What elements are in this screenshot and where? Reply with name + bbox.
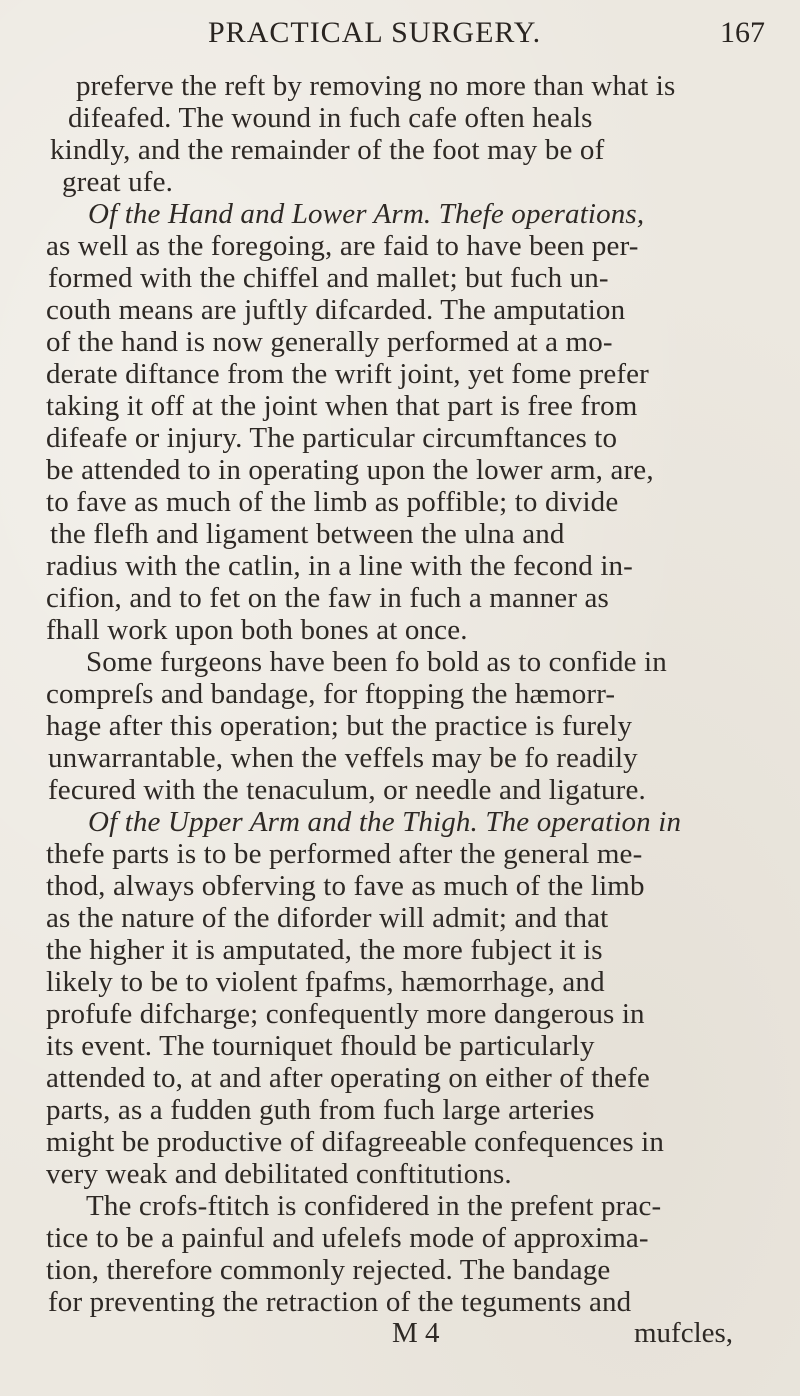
- text-line: very weak and debilitated conftitutions.: [46, 1158, 512, 1190]
- text-line: thod, always obferving to fave as much of the limb: [46, 870, 645, 902]
- section-heading-line: Of the Upper Arm and the Thigh. The operation in: [88, 806, 682, 838]
- text-line: cifion, and to fet on the faw in fuch a manner as: [46, 582, 609, 614]
- text-line: The crofs-ftitch is confidered in the prefent prac-: [86, 1190, 662, 1222]
- signature-mark: M 4: [392, 1317, 440, 1349]
- text-line: difeafed. The wound in fuch cafe often heals: [68, 102, 593, 134]
- text-line: be attended to in operating upon the lower arm, are,: [46, 454, 654, 486]
- text-line: fecured with the tenaculum, or needle and ligature.: [48, 774, 646, 806]
- text-line: for preventing the retraction of the teguments and: [48, 1286, 632, 1318]
- running-head: [0, 12, 800, 52]
- catchword: mufcles,: [634, 1317, 734, 1349]
- text-line: profufe difcharge; confequently more dangerous in: [46, 998, 645, 1030]
- text-line: taking it off at the joint when that part is free from: [46, 390, 638, 422]
- text-line: of the hand is now generally performed at a mo-: [46, 326, 613, 358]
- text-line: formed with the chiffel and mallet; but fuch un-: [48, 262, 609, 294]
- text-line: its event. The tourniquet fhould be particularly: [46, 1030, 595, 1062]
- text-line: radius with the catlin, in a line with the fecond in-: [46, 550, 633, 582]
- text-line: likely to be to violent fpafms, hæmorrhage, and: [46, 966, 605, 998]
- text-line: fhall work upon both bones at once.: [46, 614, 468, 646]
- text-line: great ufe.: [62, 166, 173, 198]
- text-line: unwarrantable, when the veffels may be fo readily: [48, 742, 638, 774]
- text-line: as the nature of the diforder will admit; and that: [46, 902, 609, 934]
- text-line: preferve the reft by removing no more than what is: [76, 70, 676, 102]
- text-line: attended to, at and after operating on either of thefe: [46, 1062, 650, 1094]
- text-line: tion, therefore commonly rejected. The bandage: [46, 1254, 611, 1286]
- text-line: to fave as much of the limb as poffible; to divide: [46, 486, 619, 518]
- text-line: couth means are juftly difcarded. The amputation: [46, 294, 626, 326]
- text-line: thefe parts is to be performed after the general me-: [46, 838, 643, 870]
- text-line: kindly, and the remainder of the foot may be of: [50, 134, 605, 166]
- text-line: derate diftance from the wrift joint, yet fome prefer: [46, 358, 649, 390]
- text-line: might be productive of difagreeable confequences in: [46, 1126, 665, 1158]
- text-line: the flefh and ligament between the ulna and: [50, 518, 565, 550]
- text-line: tice to be a painful and ufelefs mode of approxima-: [46, 1222, 649, 1254]
- text-line: as well as the foregoing, are faid to have been per-: [46, 230, 639, 262]
- page-number: 167: [720, 16, 765, 49]
- text-line: parts, as a fudden guth from fuch large arteries: [46, 1094, 595, 1126]
- running-title: PRACTICAL SURGERY.: [208, 16, 542, 49]
- text-line: difeafe or injury. The particular circumftances to: [46, 422, 618, 454]
- text-line: compreſs and bandage, for ftopping the hæmorr-: [46, 678, 616, 710]
- section-heading-line: Of the Hand and Lower Arm. Thefe operations,: [88, 198, 645, 230]
- text-line: the higher it is amputated, the more fubject it is: [46, 934, 603, 966]
- text-line: Some furgeons have been fo bold as to confide in: [86, 646, 667, 678]
- text-line: hage after this operation; but the practice is furely: [46, 710, 633, 742]
